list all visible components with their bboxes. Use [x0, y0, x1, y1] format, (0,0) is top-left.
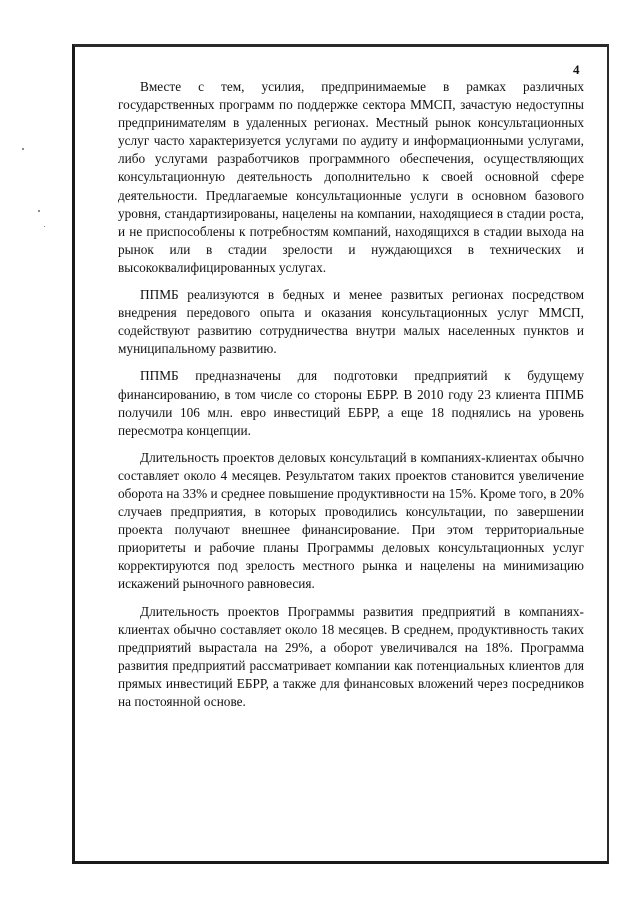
paragraph-business-advisory-duration: Длительность проектов деловых консультаций в компаниях-клиентах обычно составляет около 4 месяцев. Результатом таких проектов становится увеличение оборота на 33% и среднее повышение продуктивности на 15%. Кроме того, в 20% случаев предприятия, в которых проводились консультации, по завершении проекта получают внешнее финансирование. При этом территориальные приоритеты и рабочие планы Программы деловых консультационных услуг корректируются под зрелость местного рынка и нацелены на минимизацию искажений рыночного равновесия. [118, 449, 584, 592]
paragraph-ppmb-financing: ППМБ предназначены для подготовки предприятий к будущему финансированию, в том числе со стороны ЕБРР. В 2010 году 23 клиента ППМБ получили 106 млн. евро инвестиций ЕБРР, а еще 18 поднялись на уровень пересмотра концепции. [118, 368, 584, 438]
scan-speck [22, 148, 24, 150]
scan-speck [38, 210, 40, 212]
paragraph-regional-access: Вместе с тем, усилия, предпринимаемые в рамках различных государственных программ по поддержке сектора ММСП, зачастую недоступны предпринимателям в удаленных регионах. Местный рынок консультационных услуг часто характеризуется услугами по аудиту и информационными услугами, либо услугами разработчиков программного обеспечения, осуществляющих консультационную деятельность дополнительно к своей основной сфере деятельности. Предлагаемые консультационные услуги в основном базового уровня, стандартизированы, нацелены на компании, находящиеся в стадии роста, и не приспособлены к потребностям компаний, находящихся в стадии выхода на рынок или в стадии зрелости и нуждающихся в технических и высококвалифицированных услугах. [118, 79, 584, 275]
document-body [118, 78, 584, 720]
paragraph-ppmb-regions: ППМБ реализуются в бедных и менее развитых регионах посредством внедрения передового опыта и оказания консультационных услуг ММСП, содействуют развитию сотрудничества внутри малых населенных пунктов и муниципальному развитию. [118, 287, 584, 357]
paragraph-enterprise-development-duration: Длительность проектов Программы развития предприятий в компаниях-клиентах обычно составляет около 18 месяцев. В среднем, продуктивность таких предприятий вырастала на 29%, а оборот увеличивался на 18%. Программа развития предприятий рассматривает компании как потенциальных клиентов для прямых инвестиций ЕБРР, а также для финансовых вложений через посредников на постоянной основе. [118, 603, 584, 709]
scan-speck [44, 226, 45, 227]
page-number: 4 [573, 62, 580, 77]
